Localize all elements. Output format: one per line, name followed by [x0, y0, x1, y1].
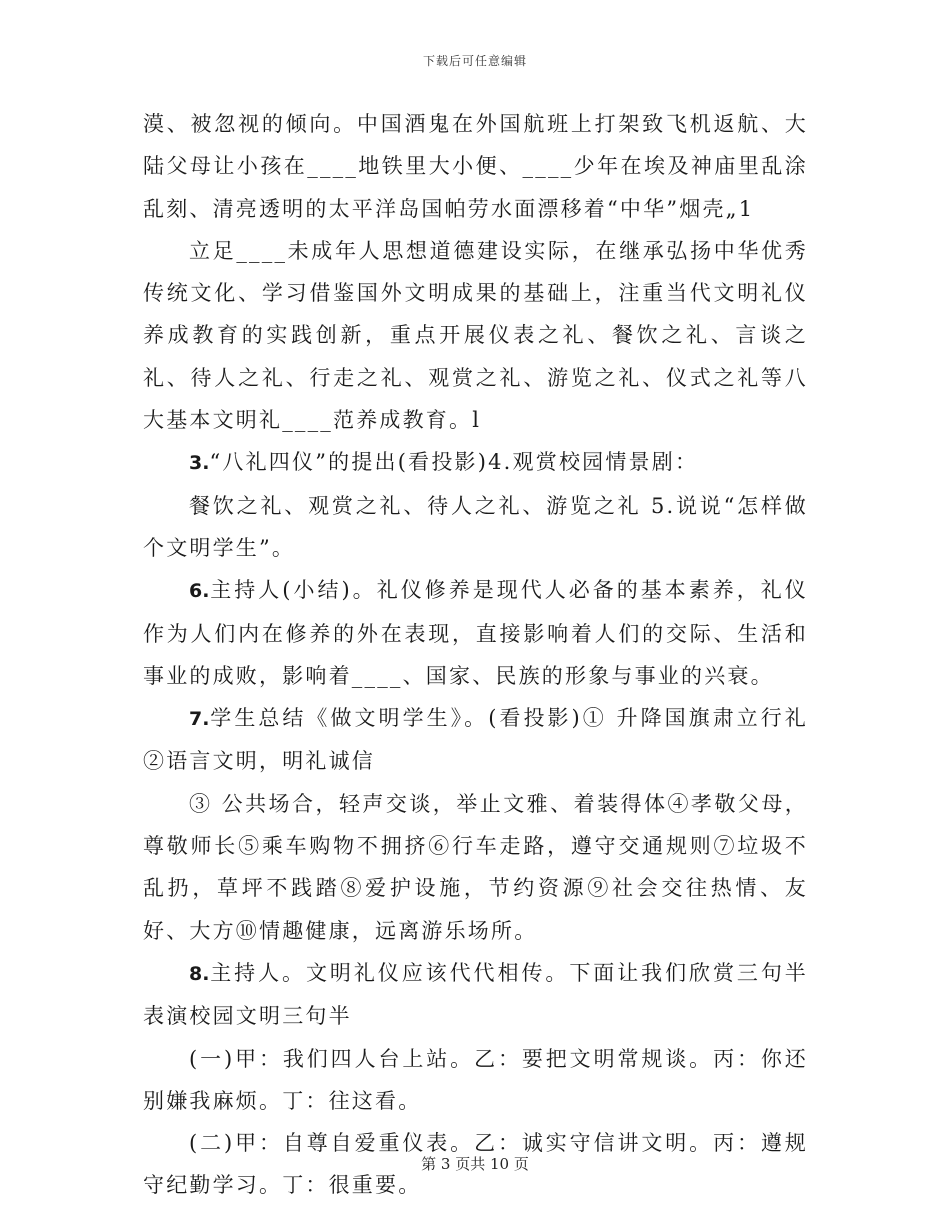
- paragraph-10: (二)甲：自尊自爱重仪表。乙：诚实守信讲文明。丙：遵规守纪勤学习。丁：很重要。: [143, 1131, 808, 1198]
- page-header: 下载后可任意编辑: [422, 54, 527, 68]
- paragraph-1: 漠、被忽视的倾向。中国酒鬼在外国航班上打架致飞机返航、大陆父母让小孩在____地铁里大小便、____少年在埃及神庙里乱涂乱刻、清亮透明的太平洋岛国帕劳水面漂移着“中华”烟壳„1: [143, 112, 808, 221]
- paragraph-7: ③ 公共场合，轻声交谈，举止文雅、着装得体④孝敬父母，尊敬师长⑤乘车购物不拥挤⑥行车走路，遵守交通规则⑦垃圾不乱扔，草坪不践踏⑧爱护设施，节约资源⑨社会交往热情、友好、大方⑩情趣健康，远离游乐场所。: [143, 791, 808, 943]
- paragraph-2: 立足____未成年人思想道德建设实际，在继承弘扬中华优秀传统文化、学习借鉴国外文明成果的基础上，注重当代文明礼仪养成教育的实践创新，重点开展仪表之礼、餐饮之礼、言谈之礼、待人之礼、行走之礼、观赏之礼、游览之礼、仪式之礼等八大基本文明礼____范养成教育。l: [143, 238, 808, 433]
- page-footer: 第 3 页共 10 页: [421, 1155, 529, 1173]
- item-number: 6.: [189, 580, 210, 603]
- paragraph-5: 6.主持人(小结)。礼仪修养是现代人必备的基本素养，礼仪作为人们内在修养的外在表现，直接影响着人们的交际、生活和事业的成败，影响着____、国家、民族的形象与事业的兴衰。: [143, 578, 808, 688]
- item-number: 8.: [189, 962, 210, 985]
- paragraph-6: 7.学生总结《做文明学生》。(看投影)① 升降国旗肃立行礼②语言文明，明礼诚信: [143, 706, 808, 774]
- paragraph-3: 3.“八礼四仪”的提出(看投影)4.观赏校园情景剧：: [189, 450, 699, 475]
- item-number: 7.: [189, 708, 210, 731]
- item-number: 3.: [189, 452, 210, 475]
- paragraph-9: (一)甲：我们四人台上站。乙：要把文明常规谈。丙：你还别嫌我麻烦。丁：往这看。: [143, 1046, 808, 1113]
- body-content: [143, 103, 808, 1207]
- paragraph-4: 餐饮之礼、观赏之礼、待人之礼、游览之礼 5.说说“怎样做个文明学生”。: [143, 493, 808, 560]
- paragraph-8: 8.主持人。文明礼仪应该代代相传。下面让我们欣赏三句半表演校园文明三句半: [143, 960, 808, 1029]
